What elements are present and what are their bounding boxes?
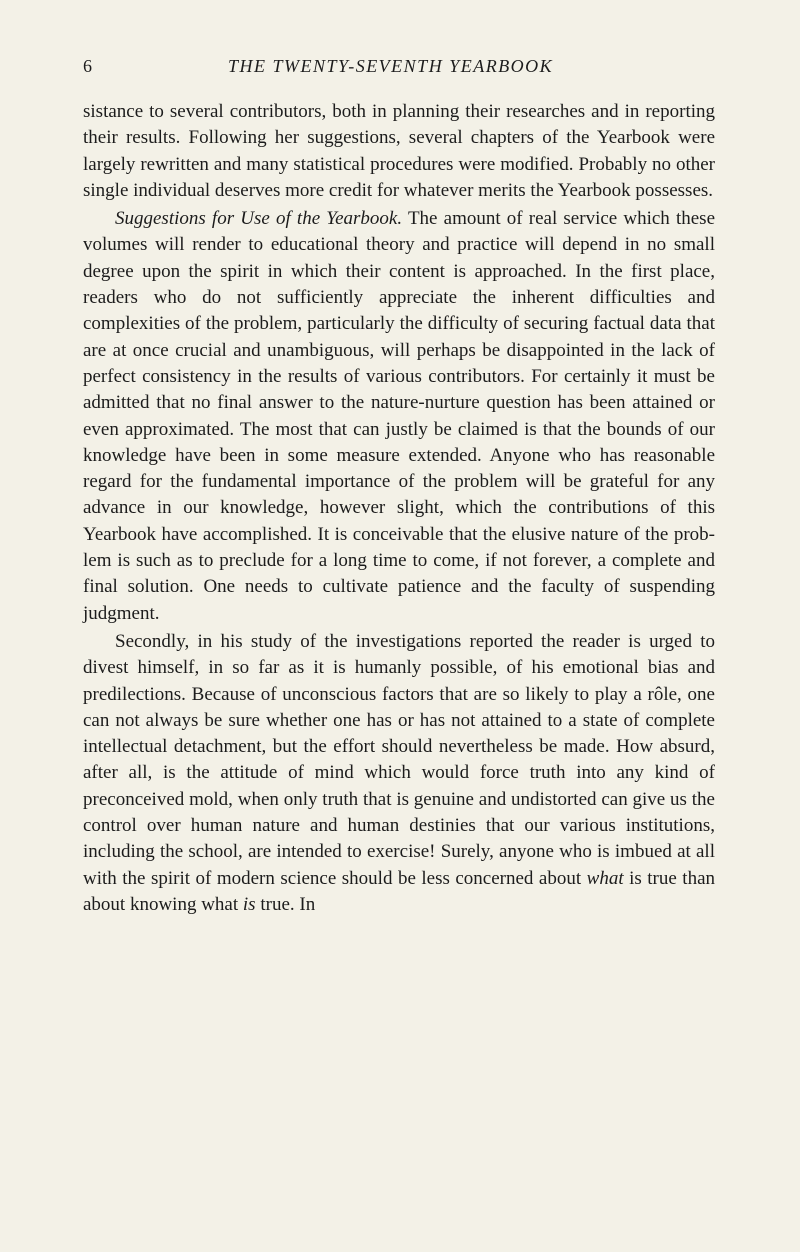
emphasis-what: what [586,867,624,889]
section-heading: Suggestions for Use of the Yearbook. [115,208,403,230]
page-number: 6 [83,56,92,76]
paragraph-text: sistance to several contributors, both in planning their researches and in reporting their results. Following her suggestions, several chapters of the Yearbook were largely rewritten and many statistical procedures were modified. Probably no other single individual deserves more credit for whatever merits the Yearbook possesses. [83,101,715,201]
paragraph-acknowledgment [83,99,715,204]
paragraph-text: Secondly, in his study of the investigations reported the reader is urged to divest himself, in so far as it is humanly possible, of his emotional bias and predilections. Because of unconscious factors that are so likely to play a rôle, one can not always be sure whether one has or has not attained to a state of complete intellectual detachment, but the effort should nevertheless be made. How absurd, after all, is the attitude of mind which would force truth into any kind of preconceived mold, when only truth that is genuine and undistorted can give us the control over human nature and human destinies that our various institutions, including the school, are intended to exercise! Surely, anyone who is imbued at all with the spirit of modern science should be less concerned about [83,630,715,889]
emphasis-is: is [242,893,256,915]
paragraph-text-tail: true. In [260,893,316,915]
running-head [83,56,715,80]
paragraph-text: The amount of real service which these volumes will render to educational theory and practice will depend in no small degree upon the spirit in which their content is approached. In the first place, readers who do not sufficiently appreciate the inherent difficulties and complexities of the problem, particularly the difficulty of securing factual data that are at once crucial and unambiguous, will perhaps be disappointed in the lack of perfect consistency in the results of various contributors. For certainly it must be admitted that no final answer to the nature-nurture question has been attained or even approximated. The most that can justly be claimed is that the bounds of our knowledge have been in some measure extended. Anyone who has reasonable regard for the fundamental importance of the problem will be grateful for any advance in our knowledge, however slight, which the contributions of this Yearbook have accomplished. It is conceivable that the elusive nature of the problem is such as to preclude for a long time to come, if not forever, a complete and final solution. One needs to cultivate patience and the faculty of suspending judgment. [83,208,715,624]
paragraph-suggestions [83,206,715,627]
running-title: THE TWENTY-SEVENTH YEARBOOK [228,56,554,76]
paragraph-secondly [83,629,715,918]
body-text [83,99,715,918]
paragraph-text-mid: is true than about knowing what [83,867,716,915]
